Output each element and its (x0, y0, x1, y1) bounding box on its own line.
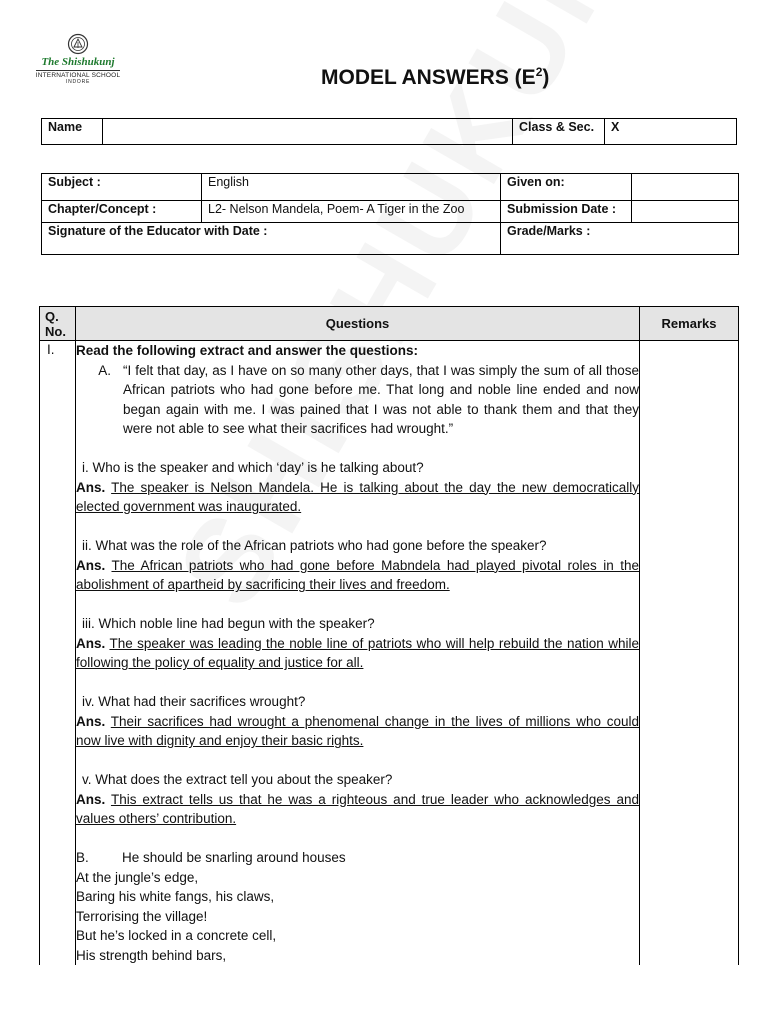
page-title: MODEL ANSWERS $(E^2)$ (321, 65, 550, 89)
question-2: ii. What was the role of the African patriots who had gone before the speaker? (82, 538, 547, 553)
submission-date-field[interactable] (632, 201, 739, 223)
logo-subtitle: INTERNATIONAL SCHOOL (35, 72, 121, 79)
name-field[interactable] (103, 119, 513, 145)
answer-5: Ans. This extract tells us that he was a righteous and true leader who acknowledges and values others’ contribution. (76, 791, 639, 826)
answer-4: Ans. Their sacrifices had wrought a phenomenal change in the lives of millions who could now live with dignity and enjoy their basic rights. (76, 713, 639, 748)
question-4: iv. What had their sacrifices wrought? (82, 694, 306, 709)
chapter-label: Chapter/Concept : (42, 201, 202, 223)
poem-line: B. He should be snarling around houses (76, 850, 346, 865)
poem-line: Baring his white fangs, his claws, (76, 889, 275, 904)
questions-header: Questions (76, 307, 640, 341)
answer-1: Ans. The speaker is Nelson Mandela. He is talking about the day the new democratically elected government was inaugurated. (76, 479, 639, 514)
subject-label: Subject : (42, 174, 202, 201)
signature-label: Signature of the Educator with Date : (42, 223, 501, 255)
remarks-cell[interactable] (640, 341, 739, 966)
qa-table (39, 306, 739, 965)
given-on-field[interactable] (632, 174, 739, 201)
question-5: v. What does the extract tell you about the speaker? (82, 772, 393, 787)
question-number: I. (40, 341, 76, 966)
question-3: iii. Which noble line had begun with the speaker? (82, 616, 375, 631)
answer-2: Ans. The African patriots who had gone before Mabndela had played pivotal roles in the abolishment of apartheid by sacrificing their lives and freedom. (76, 557, 639, 592)
name-label: Name (42, 119, 103, 145)
given-on-label: Given on: (501, 174, 632, 201)
student-header-table (41, 118, 737, 145)
school-logo (34, 33, 122, 85)
poem-line: His strength behind bars, (76, 947, 227, 963)
submission-date-label: Submission Date : (501, 201, 632, 223)
questions-body (76, 341, 640, 966)
crest-icon (67, 33, 89, 55)
subject-value: English (202, 174, 501, 201)
class-field[interactable]: X (605, 119, 737, 145)
poem-line: Terrorising the village! (76, 908, 208, 924)
remarks-header: Remarks (640, 307, 739, 341)
poem-line: But he’s locked in a concrete cell, (76, 928, 277, 943)
extract-a: A. “I felt that day, as I have on so many other days, that I was simply the sum of all those African patriots who had gone before me. That long and noble line ended and now began again with me. I was pained that I was not able to thank them and that they were not able to see what their sacrifices had wrought.” (76, 361, 639, 439)
answer-3: Ans. The speaker was leading the noble line of patriots who will help rebuild the nation while following the policy of equality and justice for all. (76, 635, 639, 670)
instruction: Read the following extract and answer the questions: (76, 343, 419, 358)
logo-name: The Shishukunj (41, 56, 115, 68)
assignment-info-table (41, 173, 739, 255)
logo-city: INDORE (65, 79, 91, 85)
poem-line: At the jungle’s edge, (76, 869, 199, 885)
qno-header: Q. No. (40, 307, 76, 341)
extract-a-text: “I felt that day, as I have on so many other days, that I was simply the sum of all those African patriots who had gone before me. That long and noble line ended and now began again with me. I was pained that I was not able to thank them and that they were not able to see what their sacrifices had wrought.” (123, 362, 639, 436)
chapter-value: L2- Nelson Mandela, Poem- A Tiger in the Zoo (202, 201, 501, 223)
question-1: i. Who is the speaker and which ‘day’ is he talking about? (82, 460, 424, 475)
class-label: Class & Sec. (513, 119, 605, 145)
grade-label: Grade/Marks : (501, 223, 739, 255)
